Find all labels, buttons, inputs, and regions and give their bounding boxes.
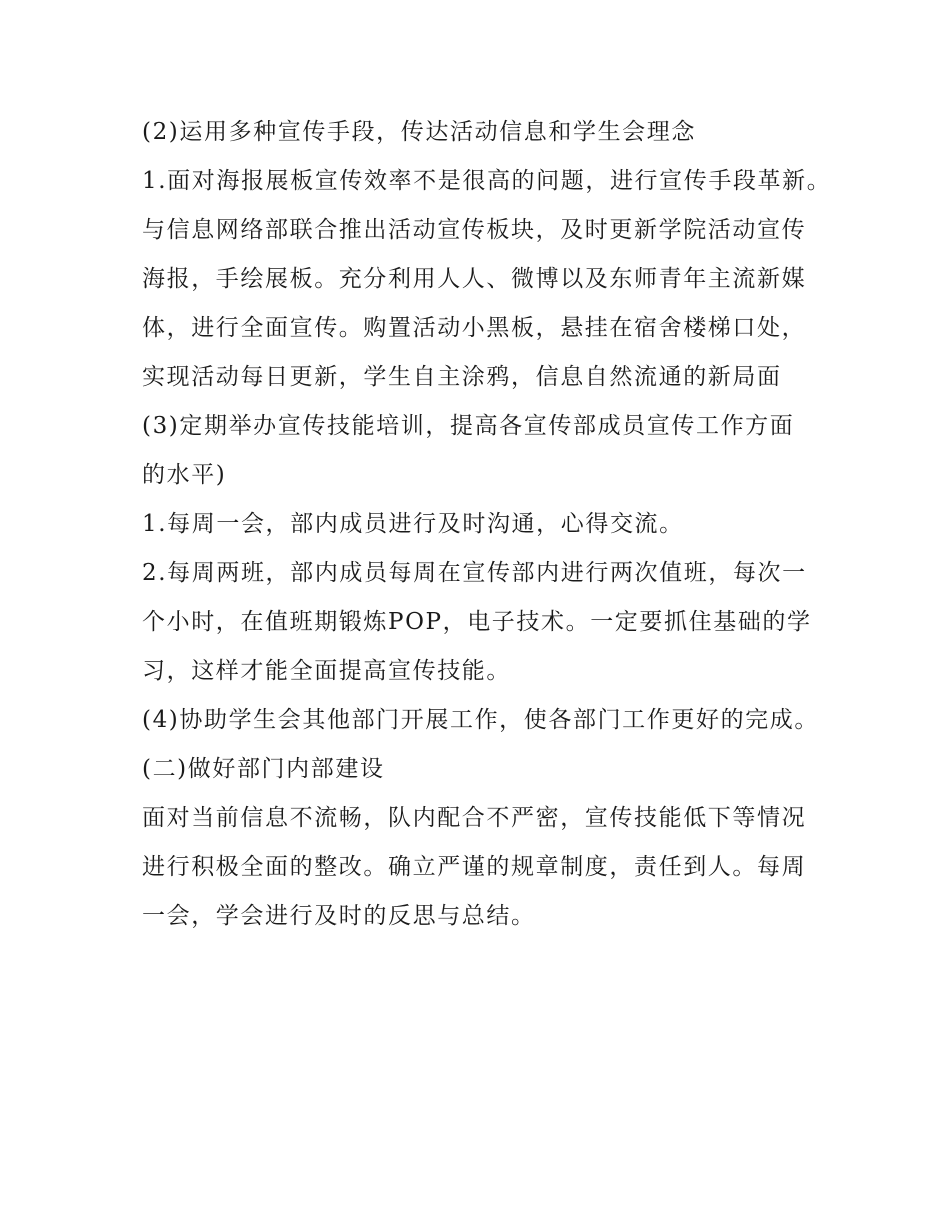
paragraph-line: 面对当前信息不流畅，队内配合不严密，宣传技能低下等情况 (142, 805, 807, 831)
paragraph-line: 实现活动每日更新，学生自主涂鸦，信息自然流通的新局面 (142, 364, 782, 390)
document-body (142, 108, 842, 941)
paragraph-line: 体，进行全面宣传。购置活动小黑板，悬挂在宿舍楼梯口处， (142, 315, 807, 341)
paragraph-line: 个小时，在值班期锻炼POP，电子技术。一定要抓住基础的学 (142, 609, 812, 635)
section-heading-3: (3)定期举办宣传技能培训，提高各宣传部成员宣传工作方面 (142, 413, 795, 439)
paragraph-line: 1.面对海报展板宣传效率不是很高的问题，进行宣传手段革新。 (142, 168, 832, 194)
paragraph-line: 一会，学会进行及时的反思与总结。 (142, 903, 536, 929)
paragraph-line: 习，这样才能全面提高宣传技能。 (142, 658, 511, 684)
paragraph-line: 与信息网络部联合推出活动宣传板块，及时更新学院活动宣传 (142, 217, 807, 243)
list-item-2: 2.每周两班，部内成员每周在宣传部内进行两次值班，每次一 (142, 560, 807, 586)
section-heading-2: (2)运用多种宣传手段，传达活动信息和学生会理念 (142, 119, 696, 145)
list-item-1: 1.每周一会，部内成员进行及时沟通，心得交流。 (142, 511, 684, 537)
section-heading-4: (4)协助学生会其他部门开展工作，使各部门工作更好的完成。 (142, 707, 819, 733)
paragraph-line: 海报，手绘展板。充分利用人人、微博以及东师青年主流新媒 (142, 266, 807, 292)
paragraph-line: 进行积极全面的整改。确立严谨的规章制度，责任到人。每周 (142, 854, 807, 880)
section-heading-er: (二)做好部门内部建设 (142, 756, 385, 782)
section-heading-3-continued: 的水平) (142, 462, 227, 488)
